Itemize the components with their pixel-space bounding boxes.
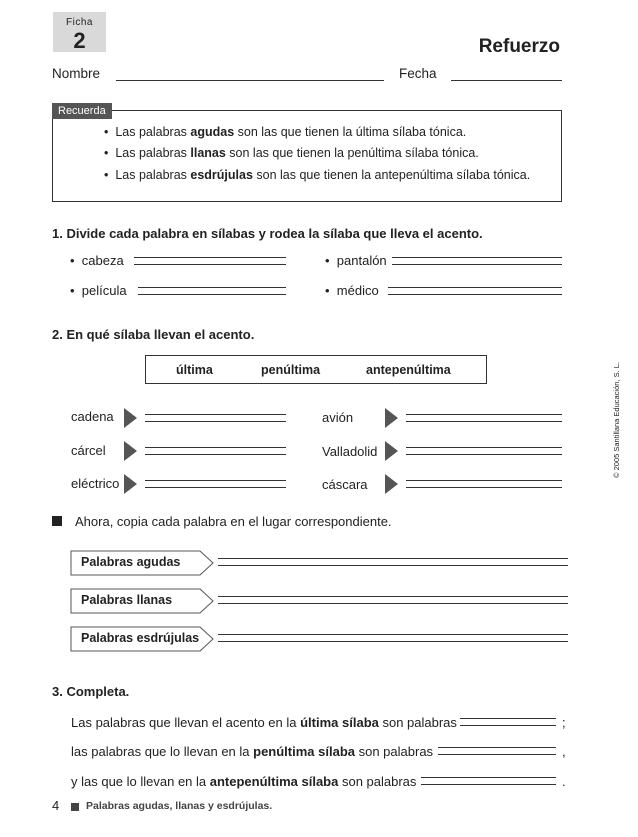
category-esdrujulas-line[interactable] <box>218 634 568 642</box>
q2-answer-line[interactable] <box>406 414 562 422</box>
q2-answer-line[interactable] <box>406 480 562 488</box>
name-label: Nombre <box>52 66 101 81</box>
date-label: Fecha <box>399 66 437 81</box>
q3-sentence: las palabras que lo llevan en la penúltima sílaba son palabras <box>71 744 434 759</box>
arrow-icon <box>124 408 137 428</box>
q1-answer-line[interactable] <box>138 287 286 295</box>
q3-punct: , <box>562 744 566 759</box>
q2-word: cáscara <box>322 477 368 492</box>
question-1-title: 1. Divide cada palabra en sílabas y rodea la sílaba que lleva el acento. <box>52 226 483 241</box>
ficha-badge <box>53 12 106 52</box>
square-bullet-icon <box>71 803 79 811</box>
q1-word: • película <box>70 283 127 298</box>
footer-text: Palabras agudas, llanas y esdrújulas. <box>86 800 273 812</box>
option-ultima: última <box>176 363 213 377</box>
q3-answer-line[interactable] <box>421 777 556 785</box>
option-antepenultima: antepenúltima <box>366 363 451 377</box>
arrow-icon <box>385 474 398 494</box>
category-esdrujulas: Palabras esdrújulas <box>81 631 200 645</box>
q2-word: cadena <box>71 409 114 424</box>
arrow-icon <box>385 441 398 461</box>
q2-answer-line[interactable] <box>145 480 286 488</box>
square-bullet-icon <box>52 516 62 526</box>
q1-word: • pantalón <box>325 253 387 268</box>
arrow-icon <box>124 474 137 494</box>
q1-answer-line[interactable] <box>388 287 562 295</box>
q3-sentence: y las que lo llevan en la antepenúltima sílaba son palabras <box>71 774 417 789</box>
q2-word: avión <box>322 410 354 425</box>
q1-word: • cabeza <box>70 253 124 268</box>
question-2-title: 2. En qué sílaba llevan el acento. <box>52 327 255 342</box>
page-title: Refuerzo <box>478 36 560 57</box>
ficha-label: Ficha <box>66 17 93 28</box>
copyright-text: © 2005 Santillana Educación, S. L. <box>612 361 621 478</box>
name-field[interactable] <box>116 80 384 81</box>
q3-punct: . <box>562 774 566 789</box>
q3-punct: ; <box>562 715 566 730</box>
q3-answer-line[interactable] <box>460 718 556 726</box>
category-agudas-line[interactable] <box>218 558 568 566</box>
q2-word: cárcel <box>71 443 106 458</box>
q2-instruction: Ahora, copia cada palabra en el lugar correspondiente. <box>75 514 392 529</box>
question-3-title: 3. Completa. <box>52 684 130 699</box>
q2-answer-line[interactable] <box>406 447 562 455</box>
recuerda-item: • Las palabras llanas son las que tienen la penúltima sílaba tónica. <box>104 146 479 160</box>
recuerda-item: • Las palabras esdrújulas son las que tienen la antepenúltima sílaba tónica. <box>104 168 531 182</box>
category-agudas: Palabras agudas <box>81 555 181 569</box>
arrow-icon <box>124 441 137 461</box>
q1-answer-line[interactable] <box>392 257 562 265</box>
q3-sentence: Las palabras que llevan el acento en la última sílaba son palabras <box>71 715 457 730</box>
options-box <box>145 355 487 384</box>
option-penultima: penúltima <box>261 363 321 377</box>
q2-answer-line[interactable] <box>145 414 286 422</box>
date-field[interactable] <box>451 80 562 81</box>
arrow-icon <box>385 408 398 428</box>
ficha-number: 2 <box>73 28 86 53</box>
recuerda-item: • Las palabras agudas son las que tienen la última sílaba tónica. <box>104 125 467 139</box>
recuerda-tag: Recuerda <box>52 103 112 119</box>
q2-answer-line[interactable] <box>145 447 286 455</box>
q3-answer-line[interactable] <box>438 747 556 755</box>
q1-answer-line[interactable] <box>134 257 286 265</box>
q2-word: Valladolid <box>322 444 378 459</box>
category-llanas: Palabras llanas <box>81 593 173 607</box>
page-number: 4 <box>52 798 60 813</box>
q2-word: eléctrico <box>71 476 120 491</box>
q1-word: • médico <box>325 283 379 298</box>
category-llanas-line[interactable] <box>218 596 568 604</box>
